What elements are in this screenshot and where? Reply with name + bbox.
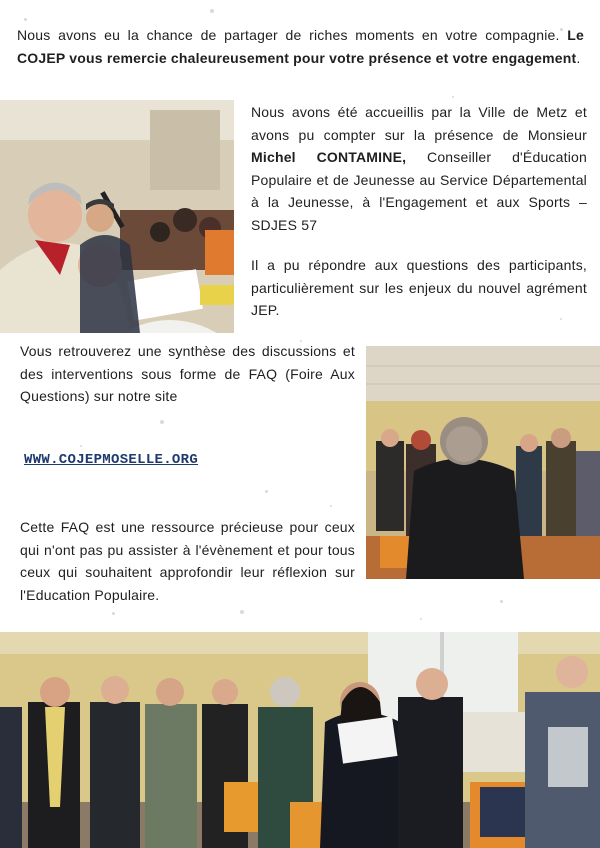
intro-line: Nous avons eu la chance de partager de riches moments en votre compagnie. (17, 27, 560, 43)
guest-role: Conseiller d'Éducation Populaire et de Jeunesse au Service Départemental à la Jeunesse, à l'Engagement et aux Sports – SDJES 57 (251, 149, 587, 233)
intro-paragraph (17, 24, 584, 69)
photo-group-discussion (366, 346, 600, 579)
welcome-text: Nous avons été accueillis par la Ville de Metz et avons pu compter sur la présence de Monsieur (251, 104, 587, 143)
section1-paragraph1 (251, 101, 587, 236)
questions-text: Il a pu répondre aux questions des participants, particulièrement sur les enjeux du nouvel agrément JEP. (251, 257, 587, 318)
section2-paragraph2 (20, 516, 355, 606)
guest-name: Michel CONTAMINE, (251, 149, 407, 165)
section1-paragraph2 (251, 254, 587, 322)
faq-description-text: Cette FAQ est une ressource précieuse pour ceux qui n'ont pas pu assister à l'évènement et pour tous ceux qui souhaitent approfondir leur réflexion sur l'Education Populaire. (20, 519, 355, 603)
photo-participants-reading (0, 632, 600, 848)
website-link[interactable]: WWW.COJEPMOSELLE.ORG (24, 452, 199, 468)
photo-speaker-microphone (0, 100, 234, 333)
thanks-text: Le COJEP vous remercie chaleureusement pour votre présence et votre engagement (17, 27, 584, 66)
section2-paragraph1 (20, 340, 355, 408)
thanks-period: . (576, 49, 581, 66)
faq-intro-text: Vous retrouverez une synthèse des discussions et des interventions sous forme de FAQ (Foire Aux Questions) sur notre site (20, 343, 355, 404)
